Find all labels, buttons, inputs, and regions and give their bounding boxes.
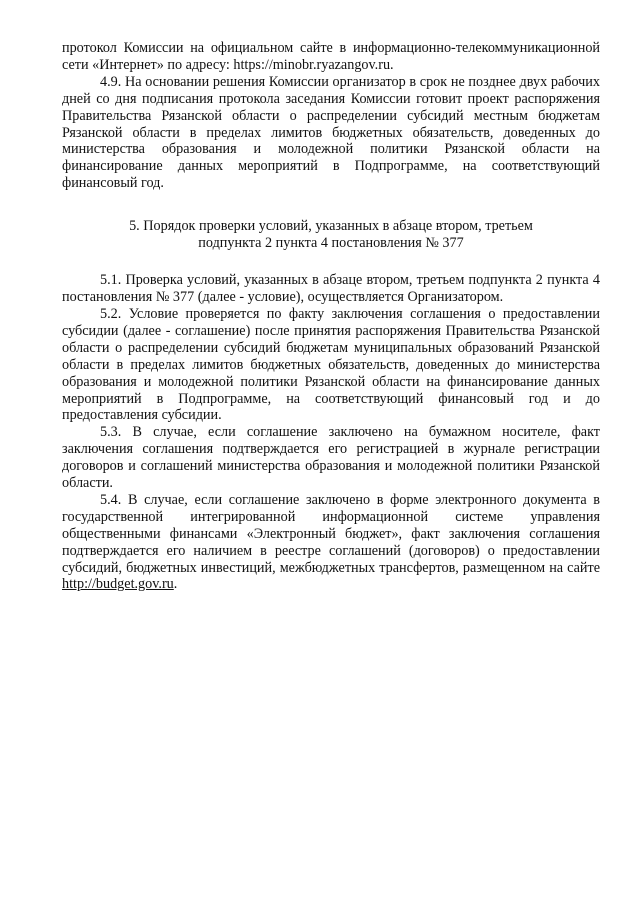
paragraph-5-1: 5.1. Проверка условий, указанных в абзаце втором, третьем подпункта 2 пункта 4 постановления № 377 (далее - условие), осуществляется Организатором. [62,272,600,306]
section-5-heading-line1: 5. Порядок проверки условий, указанных в абзаце втором, третьем [129,218,533,235]
document-page [62,40,600,593]
paragraph-5-4-text: 5.4. В случае, если соглашение заключено в форме электронного документа в государственной интегрированной информационной системе управления общественными финансами «Электронный бюджет», факт заключения соглашения подтверждается его наличием в реестре соглашений (договоров) о предоставлении субсидий, бюджетных инвестиций, межбюджетных трансфертов, размещенном на сайте [62,491,600,576]
paragraph-5-2: 5.2. Условие проверяется по факту заключения соглашения о предоставлении субсидии (далее - соглашение) после принятия распоряжения Правительства Рязанской области о распределении субсидий бюджетам муниципальных образований Рязанской области в пределах лимитов бюджетных обязательств, доведенных до министерства образования и молодежной политики Рязанской области на финансирование данных мероприятий в Подпрограмме, на соответствующий финансовый год и до предоставления субсидии. [62,305,600,424]
paragraph-intro: протокол Комиссии на официальном сайте в информационно-телекоммуникационной сети «Интернет» по адресу: https://minobr.ryazangov.ru. [62,40,600,73]
section-5-heading [62,218,600,252]
paragraph-5-4 [62,492,600,593]
paragraph-5-4-end: . [173,576,178,593]
paragraph-4-9: 4.9. На основании решения Комиссии организатор в срок не позднее двух рабочих дней со дня подписания протокола заседания Комиссии готовит проект распоряжения Правительства Рязанской области о распределении субсидий местным бюджетам Рязанской области в пределах лимитов бюджетных обязательств, доведенных до министерства образования и молодежной политики Рязанской области на финансирование данных мероприятий в Подпрограмме, на соответствующий финансовый год. [62,73,600,192]
budget-site-link[interactable]: http://budget.gov.ru [62,576,174,593]
paragraph-5-3: 5.3. В случае, если соглашение заключено на бумажном носителе, факт заключения соглашения подтверждается его регистрацией в журнале регистрации договоров и соглашений министерства образования и молодежной политики Рязанской области. [62,424,600,492]
section-5-heading-line2: подпункта 2 пункта 4 постановления № 377 [198,235,464,252]
